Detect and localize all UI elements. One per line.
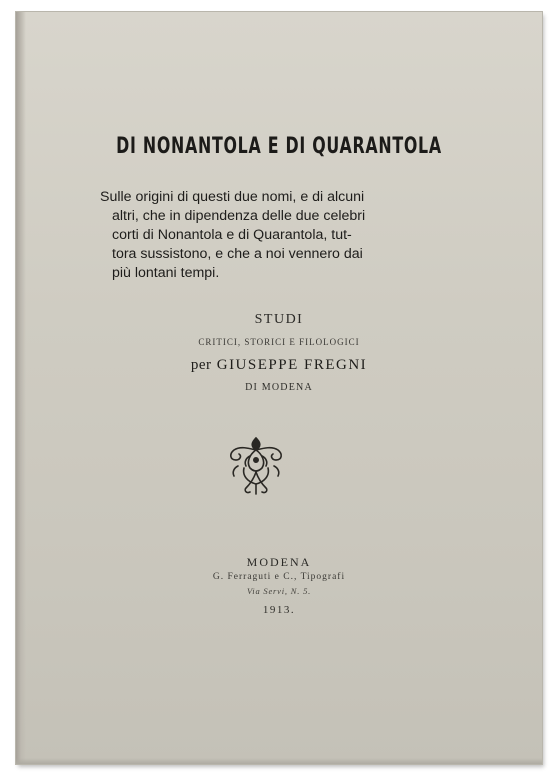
author-city: DI MODENA <box>245 382 313 393</box>
printer-address: Via Servi, N. 5. <box>246 586 312 596</box>
studi-description: CRITICI, STORICI E FILOLOGICI <box>198 337 360 347</box>
book-subtitle <box>100 188 406 283</box>
book-cover <box>16 12 542 764</box>
author-line <box>16 357 542 374</box>
author-name: GIUSEPPE FREGNI <box>216 357 368 373</box>
subtitle-line: Sulle origini di questi due nomi, e di alcuni <box>100 189 365 205</box>
publisher-city: MODENA <box>246 555 312 569</box>
studi-heading: STUDI <box>254 312 304 327</box>
book-title: DI NONANTOLA E DI QUARANTOLA <box>116 134 442 159</box>
floral-ornament-icon <box>224 432 288 498</box>
publication-year: 1913. <box>262 604 296 616</box>
author-prefix: per <box>190 357 212 373</box>
subtitle-line: tora sussistono, e che a noi vennero dai <box>112 246 363 262</box>
bottom-edge-shadow <box>16 758 542 764</box>
subtitle-line: più lontani tempi. <box>112 265 220 281</box>
printer-name: G. Ferraguti e C., Tipografi <box>212 572 346 582</box>
subtitle-line: corti di Nonantola e di Quarantola, tut- <box>112 227 352 243</box>
subtitle-line: altri, che in dipendenza delle due celebri <box>112 208 366 224</box>
